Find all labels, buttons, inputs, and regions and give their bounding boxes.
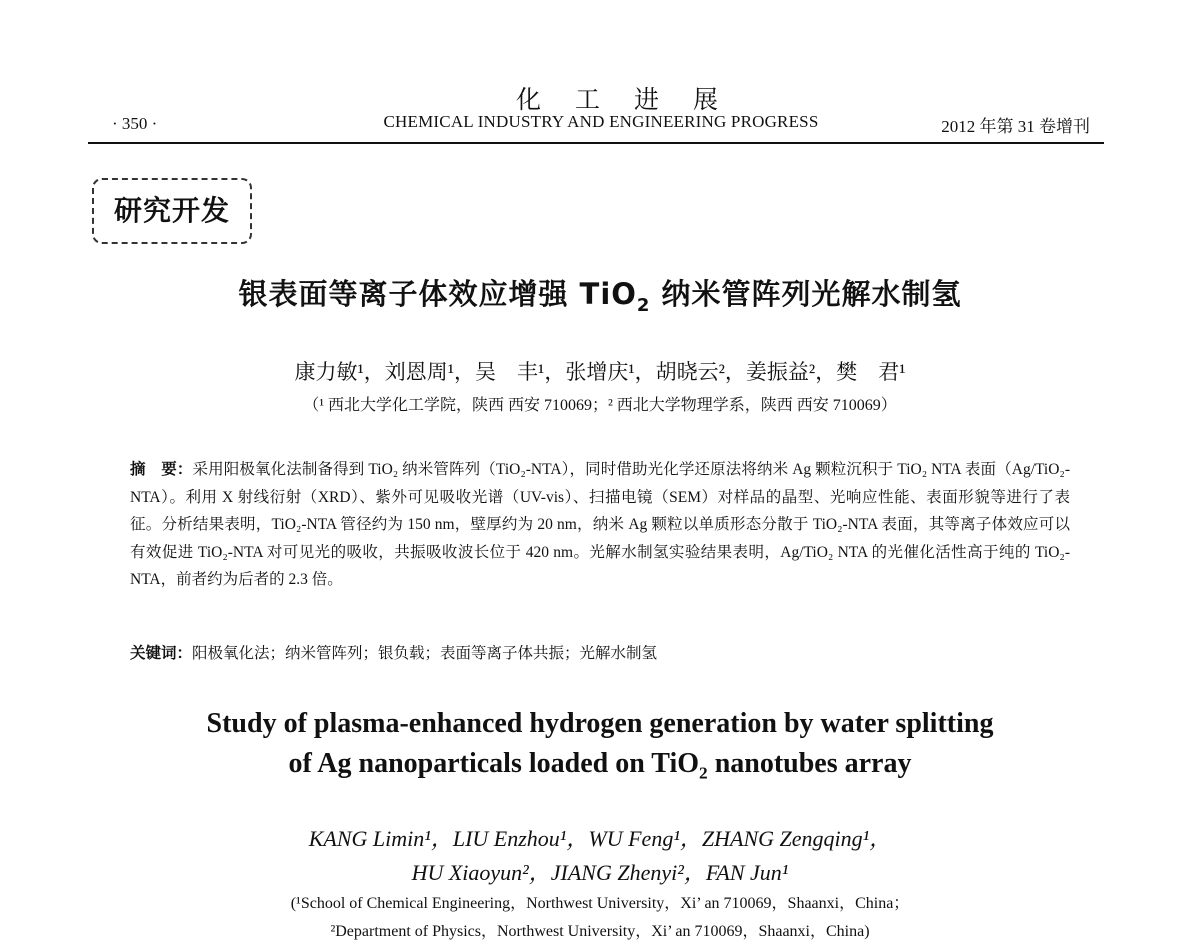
title-cn-part2: 纳米管阵列光解水制氢 [650,277,962,311]
abstract-text: 采用阳极氧化法制备得到 TiO₂ 纳米管阵列（TiO₂-NTA），同时借助光化学还原法将纳米 Ag 颗粒沉积于 TiO₂ NTA 表面（Ag/TiO₂-NTA）。利用 X 射线衍射（XRD）、紫外可见吸收光谱（UV-vis）、扫描电镜（SEM）对样品的晶型、光响应性能、表面形貌等进行了表征。分析结果表明，TiO₂-NTA 管径约为 150 nm，壁厚约为 20 nm，纳米 Ag 颗粒以单质形态分散于 TiO₂-NTA 表面，其等离子体效应可以有效促进 TiO₂-NTA 对可见光的吸收，共振吸收波长位于 420 nm。光解水制氢实验结果表明，Ag/TiO₂ NTA 的光催化活性高于纯的 TiO₂-NTA，前者约为后者的 2.3 倍。 [130,461,1070,588]
running-header [112,112,1090,138]
header-rule [88,142,1104,144]
abstract-label: 摘 要： [130,460,193,478]
affiliation-en-line1: (¹School of Chemical Engineering，Northwest University，Xi’ an 710069，Shaanxi，China； [290,895,910,912]
authors-en [0,822,1200,890]
abstract [130,456,1070,594]
paper-title-en [0,704,1200,794]
page-number: · 350 · [112,114,158,133]
title-en-line2-part1: of Ag nanoparticals loaded on TiO [288,748,699,779]
issue-info: 2012 年第 31 卷增刊 [941,117,1090,136]
journal-title-en: CHEMICAL INDUSTRY AND ENGINEERING PROGRESS [383,112,819,131]
section-label: 研究开发 [92,178,252,244]
title-en-line2-part2: nanotubes array [707,748,912,779]
title-en-subscript: 2 [699,763,708,783]
title-cn-part1: 银表面等离子体效应增强 TiO [238,277,637,311]
affiliation-cn: （¹ 西北大学化工学院，陕西 西安 710069；² 西北大学物理学系，陕西 西安 710069） [303,397,897,414]
keywords-text: 阳极氧化法；纳米管阵列；银负载；表面等离子体共振；光解水制氢 [192,645,658,662]
keywords-label: 关键词： [130,644,193,662]
affiliation-en [0,890,1200,946]
paper-title-cn [0,272,1200,316]
journal-title-cn: 化工进展 [515,87,752,114]
affiliation-en-line2: ²Department of Physics，Northwest University，Xi’ an 710069，Shaanxi，China) [330,923,870,940]
authors-cn: 康力敏¹，刘恩周¹，吴 丰¹，张增庆¹，胡晓云²，姜振益²，樊 君¹ [294,360,906,384]
title-en-line1: Study of plasma-enhanced hydrogen generation by water splitting [206,708,994,739]
title-en-line2 [0,744,1200,794]
keywords [130,641,1070,663]
authors-en-line2: HU Xiaoyun²，JIANG Zhenyi²，FAN Jun¹ [411,860,789,885]
authors-en-line1: KANG Limin¹，LIU Enzhou¹，WU Feng¹，ZHANG Zengqing¹， [308,826,892,851]
title-cn-subscript: 2 [636,294,651,316]
